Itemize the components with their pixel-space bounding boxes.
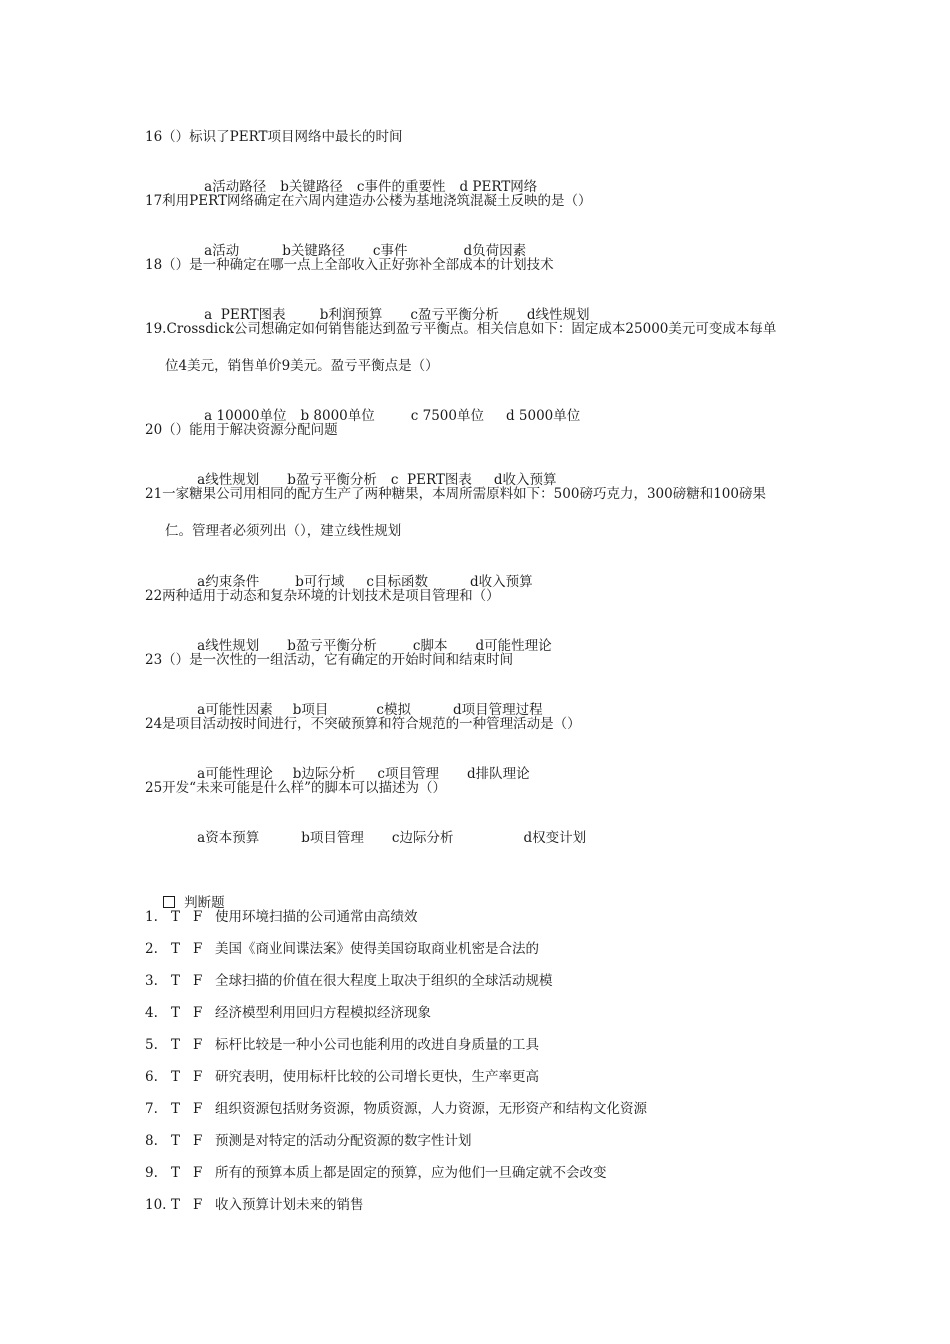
tf-statement: 使用环境扫描的公司通常由高绩效 (215, 909, 418, 925)
option-b: b项目 (292, 702, 329, 718)
question-20-stem: 20（）能用于解决资源分配问题 (145, 422, 338, 438)
tf-false-option: F (193, 1165, 203, 1181)
tf-false-option: F (193, 973, 203, 989)
option-a: a资本预算 (197, 830, 260, 846)
option-d: d排队理论 (466, 766, 530, 782)
true-false-heading-label: 判断题 (184, 895, 225, 911)
tf-false-option: F (193, 1037, 203, 1053)
tf-item-9 (145, 1164, 607, 1182)
question-21-stem-continued: 仁。管理者必须列出（），建立线性规划 (165, 523, 402, 539)
question-25-stem: 25开发“未来可能是什么样”的脚本可以描述为（） (145, 780, 446, 796)
option-c: c PERT图表 (390, 472, 472, 488)
option-d: d线性规划 (526, 307, 590, 323)
question-24-stem: 24是项目活动按时间进行，不突破预算和符合规范的一种管理活动是（） (145, 716, 581, 732)
question-21-stem: 21一家糖果公司用相同的配方生产了两种糖果，本周所需原料如下：500磅巧克力，300磅糖和100磅果 (145, 486, 766, 502)
question-16-stem: 16（）标识了PERT项目网络中最长的时间 (145, 129, 403, 145)
tf-item-7 (145, 1100, 647, 1118)
option-d: d收入预算 (469, 574, 533, 590)
option-b: b边际分析 (292, 766, 356, 782)
option-b: b盈亏平衡分析 (287, 638, 377, 654)
tf-statement: 预测是对特定的活动分配资源的数字性计划 (215, 1133, 472, 1149)
tf-statement: 研究表明，使用标杆比较的公司增长更快，生产率更高 (215, 1069, 539, 1085)
tf-statement: 经济模型利用回归方程模拟经济现象 (215, 1005, 431, 1021)
tf-number: 3. (145, 973, 158, 989)
question-22-stem: 22两种适用于动态和复杂环境的计划技术是项目管理和（） (145, 588, 500, 604)
option-d: d权变计划 (523, 830, 587, 846)
tf-statement: 组织资源包括财务资源，物质资源，人力资源，无形资产和结构文化资源 (215, 1101, 647, 1117)
question-23-stem: 23（）是一次性的一组活动，它有确定的开始时间和结束时间 (145, 652, 514, 668)
tf-true-option: T (171, 1005, 181, 1021)
option-c: c目标函数 (366, 574, 428, 590)
tf-item-4 (145, 1004, 431, 1022)
tf-false-option: F (193, 1197, 203, 1213)
option-b: b盈亏平衡分析 (287, 472, 377, 488)
option-c: c 7500单位 (410, 408, 484, 424)
option-a: a可能性理论 (197, 766, 273, 782)
option-b: b项目管理 (301, 830, 364, 846)
tf-number: 5. (145, 1037, 158, 1053)
tf-item-8 (145, 1132, 472, 1150)
tf-item-2 (145, 940, 539, 958)
option-a: a 10000单位 (204, 408, 287, 424)
tf-true-option: T (171, 1101, 181, 1117)
tf-true-option: T (171, 1037, 181, 1053)
tf-true-option: T (171, 1133, 181, 1149)
checkbox-square-icon (163, 896, 175, 908)
tf-statement: 全球扫描的价值在很大程度上取决于组织的全球活动规模 (215, 973, 553, 989)
tf-statement: 美国《商业间谍法案》使得美国窃取商业机密是合法的 (215, 941, 539, 957)
option-c: c盈亏平衡分析 (410, 307, 499, 323)
question-25-options (180, 811, 586, 865)
option-c: c事件的重要性 (356, 179, 446, 195)
option-d: d收入预算 (493, 472, 557, 488)
tf-true-option: T (171, 1197, 181, 1213)
option-a: a PERT图表 (204, 307, 286, 323)
option-d: d PERT网络 (459, 179, 538, 195)
tf-number: 10. (145, 1197, 167, 1213)
option-d: d项目管理过程 (452, 702, 543, 718)
option-d: d可能性理论 (475, 638, 552, 654)
option-c: c事件 (372, 243, 408, 259)
tf-statement: 所有的预算本质上都是固定的预算，应为他们一旦确定就不会改变 (215, 1165, 607, 1181)
option-d: d负荷因素 (463, 243, 527, 259)
tf-statement: 收入预算计划未来的销售 (215, 1197, 364, 1213)
option-a: a线性规划 (197, 472, 260, 488)
tf-false-option: F (193, 941, 203, 957)
tf-false-option: F (193, 909, 203, 925)
option-a: a活动 (204, 243, 240, 259)
tf-true-option: T (171, 909, 181, 925)
option-c: c模拟 (376, 702, 411, 718)
tf-false-option: F (193, 1005, 203, 1021)
tf-item-6 (145, 1068, 539, 1086)
option-d: d 5000单位 (505, 408, 581, 424)
tf-number: 9. (145, 1165, 158, 1181)
option-a: a约束条件 (197, 574, 260, 590)
question-17-stem: 17利用PERT网络确定在六周内建造办公楼为基地浇筑混凝土反映的是（） (145, 193, 592, 209)
option-a: a线性规划 (197, 638, 260, 654)
tf-false-option: F (193, 1133, 203, 1149)
tf-number: 2. (145, 941, 158, 957)
tf-item-1 (145, 908, 418, 926)
tf-number: 7. (145, 1101, 158, 1117)
option-a: a活动路径 (204, 179, 267, 195)
option-b: b关键路径 (280, 179, 343, 195)
option-b: b可行域 (295, 574, 345, 590)
tf-true-option: T (171, 941, 181, 957)
tf-number: 1. (145, 909, 158, 925)
tf-number: 8. (145, 1133, 158, 1149)
option-c: c脚本 (412, 638, 448, 654)
tf-true-option: T (171, 1165, 181, 1181)
option-c: c项目管理 (377, 766, 439, 782)
tf-true-option: T (171, 1069, 181, 1085)
tf-false-option: F (193, 1101, 203, 1117)
tf-item-5 (145, 1036, 539, 1054)
question-19-stem-continued: 位4美元，销售单价9美元。盈亏平衡点是（） (165, 358, 439, 374)
tf-number: 4. (145, 1005, 158, 1021)
tf-statement: 标杆比较是一种小公司也能利用的改进自身质量的工具 (215, 1037, 539, 1053)
option-a: a可能性因素 (197, 702, 273, 718)
option-c: c边际分析 (391, 830, 454, 846)
question-18-stem: 18（）是一种确定在哪一点上全部收入正好弥补全部成本的计划技术 (145, 257, 554, 273)
tf-false-option: F (193, 1069, 203, 1085)
option-b: b 8000单位 (300, 408, 375, 424)
question-19-stem: 19.Crossdick公司想确定如何销售能达到盈亏平衡点。相关信息如下：固定成本25000美元可变成本每单 (145, 321, 777, 337)
option-b: b关键路径 (282, 243, 345, 259)
tf-number: 6. (145, 1069, 158, 1085)
option-b: b利润预算 (319, 307, 383, 323)
tf-item-10 (145, 1196, 364, 1214)
tf-item-3 (145, 972, 553, 990)
tf-true-option: T (171, 973, 181, 989)
